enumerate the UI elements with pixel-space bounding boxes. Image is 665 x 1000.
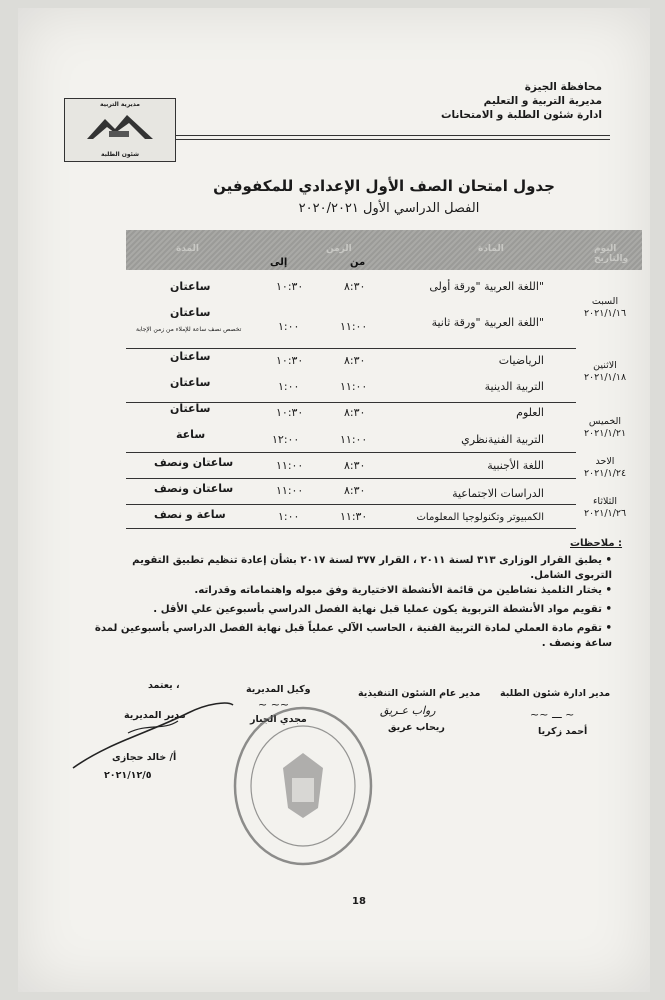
to-cell: ١:٠٠ [278,510,300,523]
header-rule-thin [176,139,610,140]
to-cell: ١٢:٠٠ [272,433,300,446]
directorate-logo [64,98,176,162]
subject-cell: اللغة العربية "ورقة أولى" [429,280,544,293]
signature-3-name: مجدي الجبار [250,714,307,725]
subject-cell: اللغة الأجنبية [487,459,544,472]
row-divider [126,452,576,453]
signature-2-title: مدير عام الشئون التنفيذية [358,688,481,699]
to-cell: ١:٠٠ [278,320,300,333]
duration-cell: ساعتان ونصف [154,456,234,469]
exam-table [118,230,648,530]
governorate-line: محافظة الجيزة [524,81,602,93]
signature-1-title: مدير ادارة شئون الطلبة [500,688,611,699]
header-duration: المدة [176,244,200,254]
note-3: • تقويم مواد الأنشطة التربوية يكون عمليا قبل نهاية الفصل الدراسي بأسبوعين علي الأقل . [153,604,612,615]
row-divider [126,478,576,479]
day-5: الثلاثاء ٢٠٢١/١/٢٦ [583,496,627,519]
header-from: من [350,257,366,268]
to-cell: ١٠:٣٠ [276,280,304,293]
signature-4-date: ٢٠٢١/١٢/٥ [104,770,152,781]
approval-label: يعتمد ، [148,680,180,691]
document-subtitle: الفصل الدراسي الأول ٢٠٢٠/٢٠٢١ [298,201,480,216]
official-stamp-icon [228,698,378,868]
subject-cell: العلوم [516,406,544,419]
subject-cell: الرياضيات [498,354,544,367]
header-to: إلى [270,257,288,268]
from-cell: ١١:٣٠ [340,510,368,523]
subject-cell: التربية الفنيةنظري [461,433,544,446]
day-4: الاحد ٢٠٢١/١/٢٤ [583,456,627,479]
signature-4-name: أ/ خالد حجازى [112,752,177,763]
signature-4-title: مدير المديرية [124,710,186,721]
from-cell: ٨:٣٠ [344,459,366,472]
duration-cell: ساعتان ونصف [154,482,234,495]
duration-cell: ساعتان [170,306,211,319]
from-cell: ٨:٣٠ [344,354,366,367]
signature-2-scrawl: رواب عـريق [380,704,436,717]
header-rule [176,135,610,136]
header-subject: المادة [478,244,504,254]
from-cell: ١١:٠٠ [340,380,368,393]
to-cell: ١١:٠٠ [276,459,304,472]
from-cell: ٨:٣٠ [344,280,366,293]
signature-3-title: وكيل المديرية [246,684,311,695]
day-3: الخميس ٢٠٢١/١/٢١ [583,416,627,439]
row-divider [126,504,576,505]
duration-cell: ساعتان [170,376,211,389]
subject-cell: التربية الدينية [484,380,544,393]
directorate-line: مديرية التربية و التعليم [483,95,602,107]
subject-cell: الكمبيوتر وتكنولوجيا المعلومات [416,512,544,523]
notes-title: ملاحظات : [570,538,623,549]
duration-cell: ساعتان [170,402,211,415]
to-cell: ١١:٠٠ [276,484,304,497]
logo-top-text: مديرية التربية [100,101,140,108]
document-sheet [18,8,650,992]
signature-3-scrawl: ~ ~~ [258,698,290,711]
note-2: • يختار التلميذ نشاطين من قائمة الأنشطة الاختيارية وفق ميوله واهتماماته وقدراته. [194,585,612,596]
document-title: جدول امتحان الصف الأول الإعدادي للمكفوفين [213,177,555,195]
subject-cell: اللغة العربية "ورقة ثانية" [431,316,544,329]
table-header-bar [126,230,642,270]
to-cell: ١:٠٠ [278,380,300,393]
row-divider [126,528,576,529]
signature-1-scrawl: ~~ ـــ ~ [530,708,575,721]
page-number: 18 [352,896,366,907]
duration-cell: ساعتان [170,280,211,293]
from-cell: ٨:٣٠ [344,484,366,497]
duration-cell: ساعة و نصف [154,508,226,521]
subject-cell: الدراسات الاجتماعية [452,487,544,500]
to-cell: ١٠:٣٠ [276,354,304,367]
signature-2-name: ريحاب عريق [388,722,445,733]
logo-bottom-text: شئون الطلبة [100,151,139,158]
dictation-note: تخصص نصف ساعة للإملاء من زمن الإجابة [136,326,242,333]
duration-cell: ساعة [176,428,206,441]
header-time: الزمن [326,244,352,254]
note-1: • يطبق القرار الوزارى ٣١٣ لسنة ٢٠١١ ، القرار ٣٧٧ لسنة ٢٠١٧ بشأن إعادة تنظيم تطبيق التقويم التربوى الشامل. [132,555,612,581]
note-4: • تقوم مادة العملي لمادة التربية الفنية ، الحاسب الآلي عملياً قبل نهاية الفصل الدراسي بأسبوعين لمدة ساعة ونصف . [94,623,612,649]
row-divider [126,348,576,349]
signature-1-name: أحمد زكريا [538,726,588,737]
department-line: ادارة شئون الطلبة و الامتحانات [441,109,602,121]
to-cell: ١٠:٣٠ [276,406,304,419]
from-cell: ٨:٣٠ [344,406,366,419]
header-block [441,80,602,122]
logo-emblem-icon [85,111,155,145]
day-2: الاثنين ٢٠٢١/١/١٨ [583,360,627,383]
from-cell: ١١:٠٠ [340,320,368,333]
day-1: السبت ٢٠٢١/١/١٦ [583,296,627,319]
duration-cell: ساعتان [170,350,211,363]
from-cell: ١١:٠٠ [340,433,368,446]
header-day: اليوم والتاريخ [594,244,629,264]
